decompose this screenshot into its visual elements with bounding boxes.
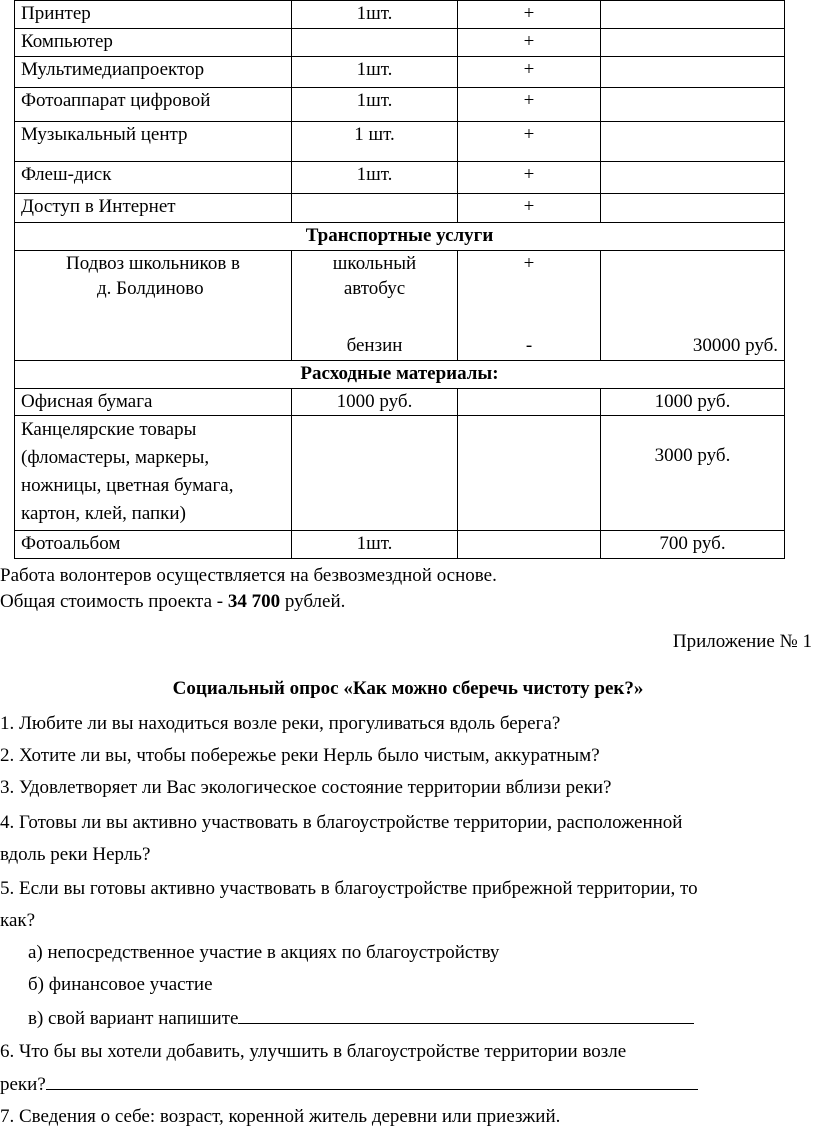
transport-qty-line: школьный	[332, 253, 417, 274]
cost-cell	[601, 1, 785, 29]
cost-cell: 700 руб.	[601, 531, 785, 559]
transport-mark: -	[525, 335, 533, 356]
mark-cell	[458, 531, 601, 559]
cost-cell	[601, 162, 785, 194]
mark-cell: +	[458, 57, 601, 88]
cost-cell	[601, 29, 785, 57]
mark-cell: +	[458, 88, 601, 122]
transport-mark-cell	[458, 251, 601, 361]
question-6-cont	[0, 1071, 698, 1097]
item-cell: Доступ в Интернет	[15, 194, 292, 223]
question-3: 3. Удовлетворяет ли Вас экологическое состояние территории вблизи реки?	[0, 777, 612, 798]
stationery-line: Канцелярские товары	[21, 419, 197, 440]
qty-cell	[292, 416, 458, 531]
transport-item-line: д. Болдиново	[97, 278, 204, 299]
cost-cell	[601, 57, 785, 88]
survey-title: Социальный опрос «Как можно сберечь чистоту рек?»	[172, 678, 644, 699]
item-cell: Флеш-диск	[15, 162, 292, 194]
transport-qty-line: автобус	[343, 278, 406, 299]
total-suffix: рублей.	[280, 591, 346, 612]
question-6-label: реки?	[0, 1074, 46, 1095]
mark-cell: +	[458, 122, 601, 162]
qty-cell	[292, 194, 458, 223]
budget-table	[14, 0, 785, 559]
mark-cell: +	[458, 29, 601, 57]
section-header-row	[15, 223, 785, 251]
item-cell: Музыкальный центр	[15, 122, 292, 162]
total-prefix: Общая стоимость проекта -	[0, 591, 228, 612]
qty-cell: 1шт.	[292, 88, 458, 122]
transport-mark: +	[523, 253, 535, 274]
item-cell: Фотоаппарат цифровой	[15, 88, 292, 122]
mark-cell: +	[458, 194, 601, 223]
total-amount: 34 700	[227, 591, 281, 612]
section-header-row	[15, 361, 785, 389]
table-row	[15, 122, 785, 162]
table-row	[15, 88, 785, 122]
table-row	[15, 29, 785, 57]
question-5-cont: как?	[0, 910, 36, 931]
transport-cost-cell	[601, 251, 785, 361]
mark-cell	[458, 416, 601, 531]
cost-cell: 1000 руб.	[601, 389, 785, 416]
question-5: 5. Если вы готовы активно участвовать в благоустройстве прибрежной территории, то	[0, 878, 698, 899]
mark-cell	[458, 389, 601, 416]
table-row	[15, 389, 785, 416]
stationery-line: ножницы, цветная бумага,	[21, 475, 234, 496]
qty-cell	[292, 29, 458, 57]
table-row	[15, 1, 785, 29]
question-4-cont: вдоль реки Нерль?	[0, 844, 151, 865]
item-cell: Принтер	[15, 1, 292, 29]
table-row	[15, 416, 785, 531]
qty-cell: 1 шт.	[292, 122, 458, 162]
option-c	[28, 1005, 694, 1031]
stationery-line: (фломастеры, маркеры,	[21, 447, 210, 468]
question-2: 2. Хотите ли вы, чтобы побережье реки Нерль было чистым, аккуратным?	[0, 745, 600, 766]
transport-cost: 30000 руб.	[692, 335, 778, 356]
volunteers-note: Работа волонтеров осуществляется на безвозмездной основе.	[0, 565, 497, 586]
transport-item-cell	[15, 251, 292, 361]
section-transport-heading: Транспортные услуги	[15, 223, 785, 251]
transport-qty-line: бензин	[346, 335, 403, 356]
appendix-label: Приложение № 1	[672, 631, 812, 652]
qty-cell: 1шт.	[292, 162, 458, 194]
item-cell: Мультимедиапроектор	[15, 57, 292, 88]
option-a: а) непосредственное участие в акциях по благоустройству	[28, 942, 500, 963]
question-6: 6. Что бы вы хотели добавить, улучшить в благоустройстве территории возле	[0, 1041, 627, 1062]
question-7: 7. Сведения о себе: возраст, коренной житель деревни или приезжий.	[0, 1106, 561, 1127]
cost-cell	[601, 88, 785, 122]
transport-row	[15, 251, 785, 361]
table-row	[15, 531, 785, 559]
table-row	[15, 194, 785, 223]
table-row	[15, 57, 785, 88]
table-row	[15, 162, 785, 194]
cost-cell	[601, 194, 785, 223]
transport-qty-cell	[292, 251, 458, 361]
cost-cell	[601, 122, 785, 162]
option-b: б) финансовое участие	[28, 974, 213, 995]
mark-cell: +	[458, 162, 601, 194]
qty-cell: 1шт.	[292, 1, 458, 29]
answer-blank[interactable]	[238, 1005, 694, 1024]
total-cost-line	[0, 589, 345, 614]
answer-blank[interactable]	[46, 1071, 698, 1090]
stationery-line: картон, клей, папки)	[21, 503, 186, 524]
question-4: 4. Готовы ли вы активно участвовать в благоустройстве территории, расположенной	[0, 812, 683, 833]
transport-item-line: Подвоз школьников в	[65, 253, 241, 274]
stationery-item-cell	[15, 416, 292, 531]
stationery-cost: 3000 руб.	[654, 445, 731, 466]
item-cell: Фотоальбом	[15, 531, 292, 559]
qty-cell: 1000 руб.	[292, 389, 458, 416]
cost-cell	[601, 416, 785, 531]
option-c-label: в) свой вариант напишите	[28, 1008, 239, 1029]
qty-cell: 1шт.	[292, 531, 458, 559]
mark-cell: +	[458, 1, 601, 29]
item-cell: Офисная бумага	[15, 389, 292, 416]
section-supplies-heading: Расходные материалы:	[15, 361, 785, 389]
item-cell: Компьютер	[15, 29, 292, 57]
question-1: 1. Любите ли вы находиться возле реки, прогуливаться вдоль берега?	[0, 713, 561, 734]
qty-cell: 1шт.	[292, 57, 458, 88]
